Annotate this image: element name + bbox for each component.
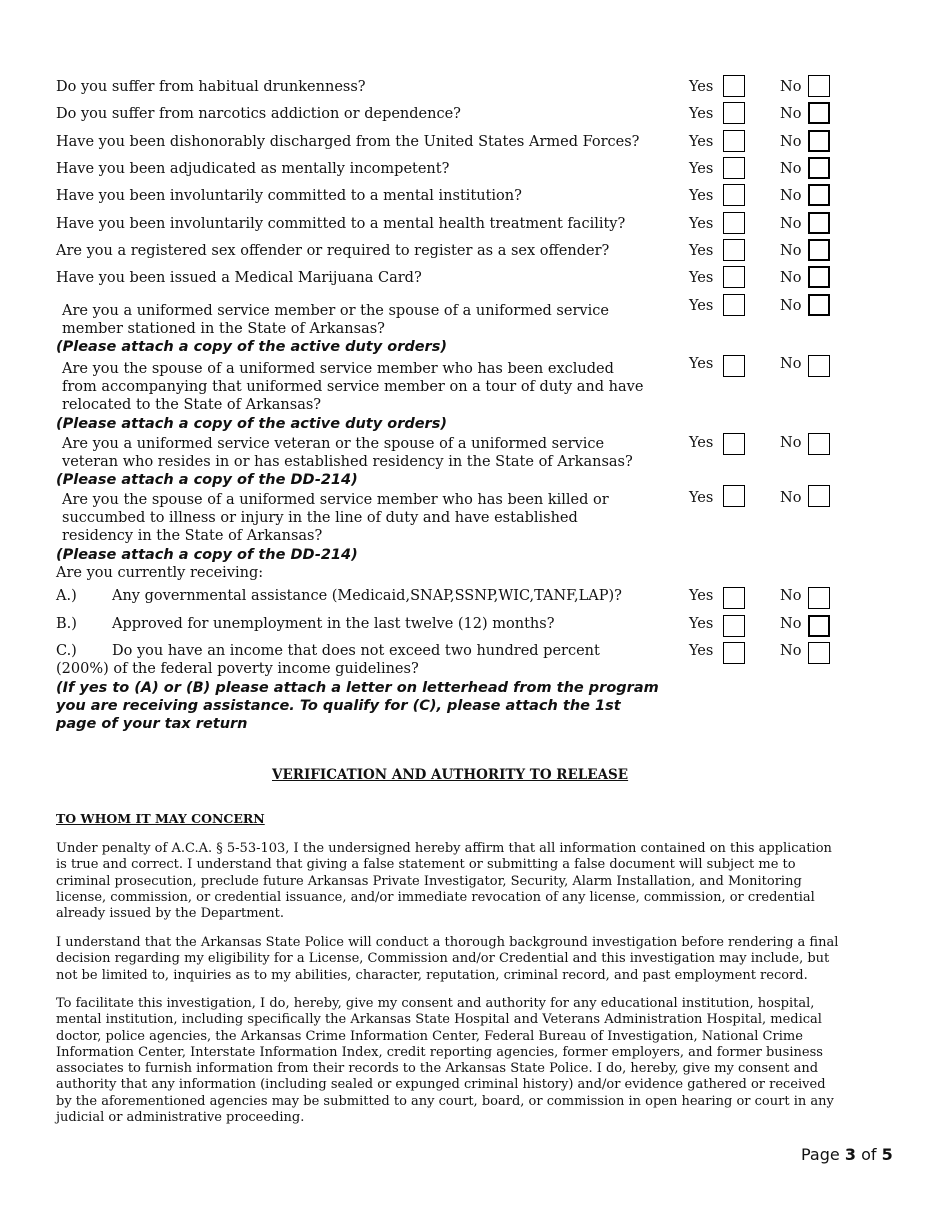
attachment-note: (Please attach a copy of the active duty orders)	[56, 339, 447, 355]
yes-label: Yes	[689, 79, 714, 95]
yes-checkbox[interactable]	[723, 266, 745, 288]
yes-checkbox[interactable]	[723, 485, 745, 507]
section-intro: Are you currently receiving:	[56, 565, 264, 581]
question-text: Do you suffer from narcotics addiction or dependence?	[56, 106, 461, 122]
no-label: No	[780, 270, 802, 286]
no-label: No	[780, 243, 802, 259]
no-label: No	[780, 490, 802, 506]
no-checkbox[interactable]	[808, 642, 830, 664]
no-label: No	[780, 79, 802, 95]
no-checkbox[interactable]	[808, 294, 830, 316]
no-checkbox[interactable]	[808, 239, 830, 261]
no-checkbox[interactable]	[808, 212, 830, 234]
no-checkbox[interactable]	[808, 102, 830, 124]
verification-paragraph: I understand that the Arkansas State Police will conduct a thorough background investigation before rendering a final decision regarding my eligibility for a License, Commission and/or Credential and this investigation may include, but not be limited to, inquiries as to my abilities, character, reputation, criminal record, and past employment record.	[56, 935, 839, 983]
question-text: Do you have an income that does not exceed two hundred percent	[112, 643, 600, 659]
yes-checkbox[interactable]	[723, 212, 745, 234]
no-checkbox[interactable]	[808, 433, 830, 455]
yes-label: Yes	[689, 216, 714, 232]
no-label: No	[780, 643, 802, 659]
yes-checkbox[interactable]	[723, 294, 745, 316]
question-text: Are you the spouse of a uniformed service member who has been excluded from accompanying that uniformed service member on a tour of duty and have relocated to the State of Arkansas?	[62, 361, 644, 413]
verification-paragraph: Under penalty of A.C.A. § 5-53-103, I the undersigned hereby affirm that all information contained on this application is true and correct. I understand that giving a false statement or submitting a false document will subject me to criminal prosecution, preclude future Arkansas Private Investigator, Security, Alarm Installation, and Monitoring license, commission, or credential issuance, and/or immediate revocation of any license, commission, or credential already issued by the Department.	[56, 841, 832, 922]
verification-paragraph: To facilitate this investigation, I do, hereby, give my consent and authority for any educational institution, hospital, mental institution, including specifically the Arkansas State Hospital and Veterans Administration Hospital, medical doctor, police agencies, the Arkansas Crime Information Center, Federal Bureau of Investigation, National Crime Information Center, Interstate Information Index, credit reporting agencies, former employers, and former business associates to furnish information from their records to the Arkansas State Police. I do, hereby, give my consent and authority that any information (including sealed or expunged criminal history) and/or evidence gathered or received by the aforementioned agencies may be submitted to any court, board, or commission in open hearing or court in any judicial or administrative proceeding.	[56, 996, 834, 1126]
question-text: Do you suffer from habitual drunkenness?	[56, 79, 366, 95]
no-checkbox[interactable]	[808, 587, 830, 609]
question-text: Approved for unemployment in the last twelve (12) months?	[112, 616, 555, 632]
attachment-note: (Please attach a copy of the DD-214)	[56, 547, 358, 563]
question-text: Any governmental assistance (Medicaid,SNAP,SSNP,WIC,TANF,LAP)?	[112, 588, 622, 604]
yes-checkbox[interactable]	[723, 239, 745, 261]
question-text: Have you been involuntarily committed to a mental health treatment facility?	[56, 216, 626, 232]
yes-checkbox[interactable]	[723, 355, 745, 377]
question-text-continued: (200%) of the federal poverty income guidelines?	[56, 661, 419, 677]
attachment-note: (If yes to (A) or (B) please attach a letter on letterhead from the program you are receiving assistance. To qualify for (C), please attach the 1st page of your tax return	[56, 680, 659, 732]
no-checkbox[interactable]	[808, 355, 830, 377]
yes-label: Yes	[689, 134, 714, 150]
question-text: Have you been adjudicated as mentally incompetent?	[56, 161, 450, 177]
no-label: No	[780, 356, 802, 372]
no-label: No	[780, 106, 802, 122]
yes-label: Yes	[689, 588, 714, 604]
no-label: No	[780, 188, 802, 204]
no-label: No	[780, 161, 802, 177]
yes-label: Yes	[689, 106, 714, 122]
no-checkbox[interactable]	[808, 485, 830, 507]
no-checkbox[interactable]	[808, 130, 830, 152]
question-text: Are you a registered sex offender or required to register as a sex offender?	[56, 243, 610, 259]
yes-label: Yes	[689, 188, 714, 204]
item-letter: C.)	[56, 643, 77, 659]
question-text: Have you been dishonorably discharged from the United States Armed Forces?	[56, 134, 640, 150]
no-label: No	[780, 134, 802, 150]
yes-label: Yes	[689, 270, 714, 286]
yes-label: Yes	[689, 356, 714, 372]
question-text: Are you the spouse of a uniformed service member who has been killed or succumbed to illness or injury in the line of duty and have established residency in the State of Arkansas?	[62, 492, 609, 544]
item-letter: A.)	[56, 588, 77, 604]
yes-label: Yes	[689, 298, 714, 314]
yes-checkbox[interactable]	[723, 433, 745, 455]
attachment-note: (Please attach a copy of the active duty orders)	[56, 416, 447, 432]
section-title: VERIFICATION AND AUTHORITY TO RELEASE	[272, 767, 629, 783]
no-checkbox[interactable]	[808, 157, 830, 179]
no-checkbox[interactable]	[808, 75, 830, 97]
no-label: No	[780, 298, 802, 314]
no-label: No	[780, 616, 802, 632]
yes-label: Yes	[689, 616, 714, 632]
page-number: Page 3 of 5	[801, 1145, 893, 1164]
question-text: Are you a uniformed service member or the spouse of a uniformed service member stationed in the State of Arkansas?	[62, 303, 609, 337]
question-text: Have you been involuntarily committed to a mental institution?	[56, 188, 522, 204]
no-label: No	[780, 588, 802, 604]
yes-checkbox[interactable]	[723, 75, 745, 97]
yes-checkbox[interactable]	[723, 587, 745, 609]
yes-checkbox[interactable]	[723, 130, 745, 152]
no-checkbox[interactable]	[808, 615, 830, 637]
yes-checkbox[interactable]	[723, 615, 745, 637]
yes-label: Yes	[689, 161, 714, 177]
no-checkbox[interactable]	[808, 184, 830, 206]
yes-label: Yes	[689, 643, 714, 659]
yes-label: Yes	[689, 435, 714, 451]
question-text: Are you a uniformed service veteran or the spouse of a uniformed service veteran who resides in or has established residency in the State of Arkansas?	[62, 436, 633, 470]
yes-label: Yes	[689, 243, 714, 259]
no-label: No	[780, 435, 802, 451]
no-checkbox[interactable]	[808, 266, 830, 288]
item-letter: B.)	[56, 616, 77, 632]
yes-checkbox[interactable]	[723, 102, 745, 124]
yes-checkbox[interactable]	[723, 184, 745, 206]
yes-checkbox[interactable]	[723, 157, 745, 179]
yes-checkbox[interactable]	[723, 642, 745, 664]
attachment-note: (Please attach a copy of the DD-214)	[56, 472, 358, 488]
yes-label: Yes	[689, 490, 714, 506]
to-whom-heading: TO WHOM IT MAY CONCERN	[56, 811, 265, 826]
no-label: No	[780, 216, 802, 232]
question-text: Have you been issued a Medical Marijuana Card?	[56, 270, 422, 286]
